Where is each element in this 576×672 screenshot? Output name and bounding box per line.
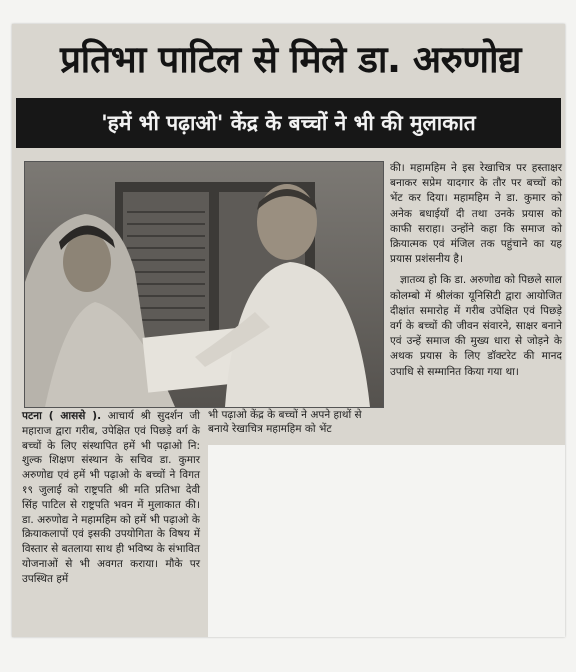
left-column-text: आचार्य श्री सुदर्शन जी महाराज द्वारा गरीब, उपेक्षित एवं पिछड़े वर्ग के बच्चों के लिए संस्थापित हमें भी पढ़ाओ नि: शुल्क शिक्षण संस्थान के सचिव डा. कुमार अरुणोद्य एवं हमें भी पढ़ाओ के बच्चों ने विगत १९ जुलाई को राष्ट्रपति श्री मति प्रतिभा देवी सिंह पाटिल से राष्ट्रपति भवन में मुलाकात की। डा. अरुणोद्य ने महामहिम को हमें भी पढ़ाओ के क्रियाकलापों एवं इसकी उपयोगिता के विषय में विस्तार से बतलाया साथ ही भविष्य के संभावित योजनाओं से भी अवगत कराया। मौके पर उपस्थित हमें bbox=[22, 410, 200, 585]
photo-caption: भी पढ़ाओ केंद्र के बच्चों ने अपने हाथों से बनाये रेखाचित्र महामहिम को भेंट bbox=[208, 409, 362, 435]
left-column-paragraph bbox=[22, 409, 200, 587]
photo-illustration bbox=[25, 162, 383, 407]
clipping-cutout-area bbox=[208, 445, 565, 637]
dateline: पटना ( आससे ). bbox=[22, 410, 102, 422]
right-column-paragraph-1: की। महामहिम ने इस रेखाचित्र पर हस्ताक्षर बनाकर सप्रेम यादगार के तौर पर बच्चों को भेंट कर दिया। महामहिम ने डा. कुमार को अनेक बधाईयाँ दी तथा उनके प्रयास को काफी सराहा। उन्होंने कहा कि समाज को क्रियात्मक एवं मंजिल तक पहुंचाने का यह प्रयास प्रशंसनीय है। bbox=[390, 162, 562, 266]
right-column bbox=[390, 161, 562, 380]
news-photo bbox=[24, 161, 384, 408]
subheadline: 'हमें भी पढ़ाओ' केंद्र के बच्चों ने भी की मुलाकात bbox=[101, 111, 476, 135]
left-column bbox=[22, 409, 200, 587]
right-column-paragraph-2: ज्ञातव्य हो कि डा. अरुणोद्य को पिछले साल कोलम्बो में श्रीलंका यूनिसिटी द्वारा आयोजित दीक्षांत समारोह में गरीब उपेक्षित एवं पिछड़े वर्ग के बच्चों की जीवन संवारने, साक्षर बनाने एवं उन्हें समाज की मुख्य धारा से जोड़ने के अथक प्रयास के लिए डॉक्टरेट की मानद उपाधि से सम्मानित किया गया था। bbox=[390, 274, 562, 378]
headline: प्रतिभा पाटिल से मिले डा. अरुणोद्य bbox=[60, 38, 521, 81]
